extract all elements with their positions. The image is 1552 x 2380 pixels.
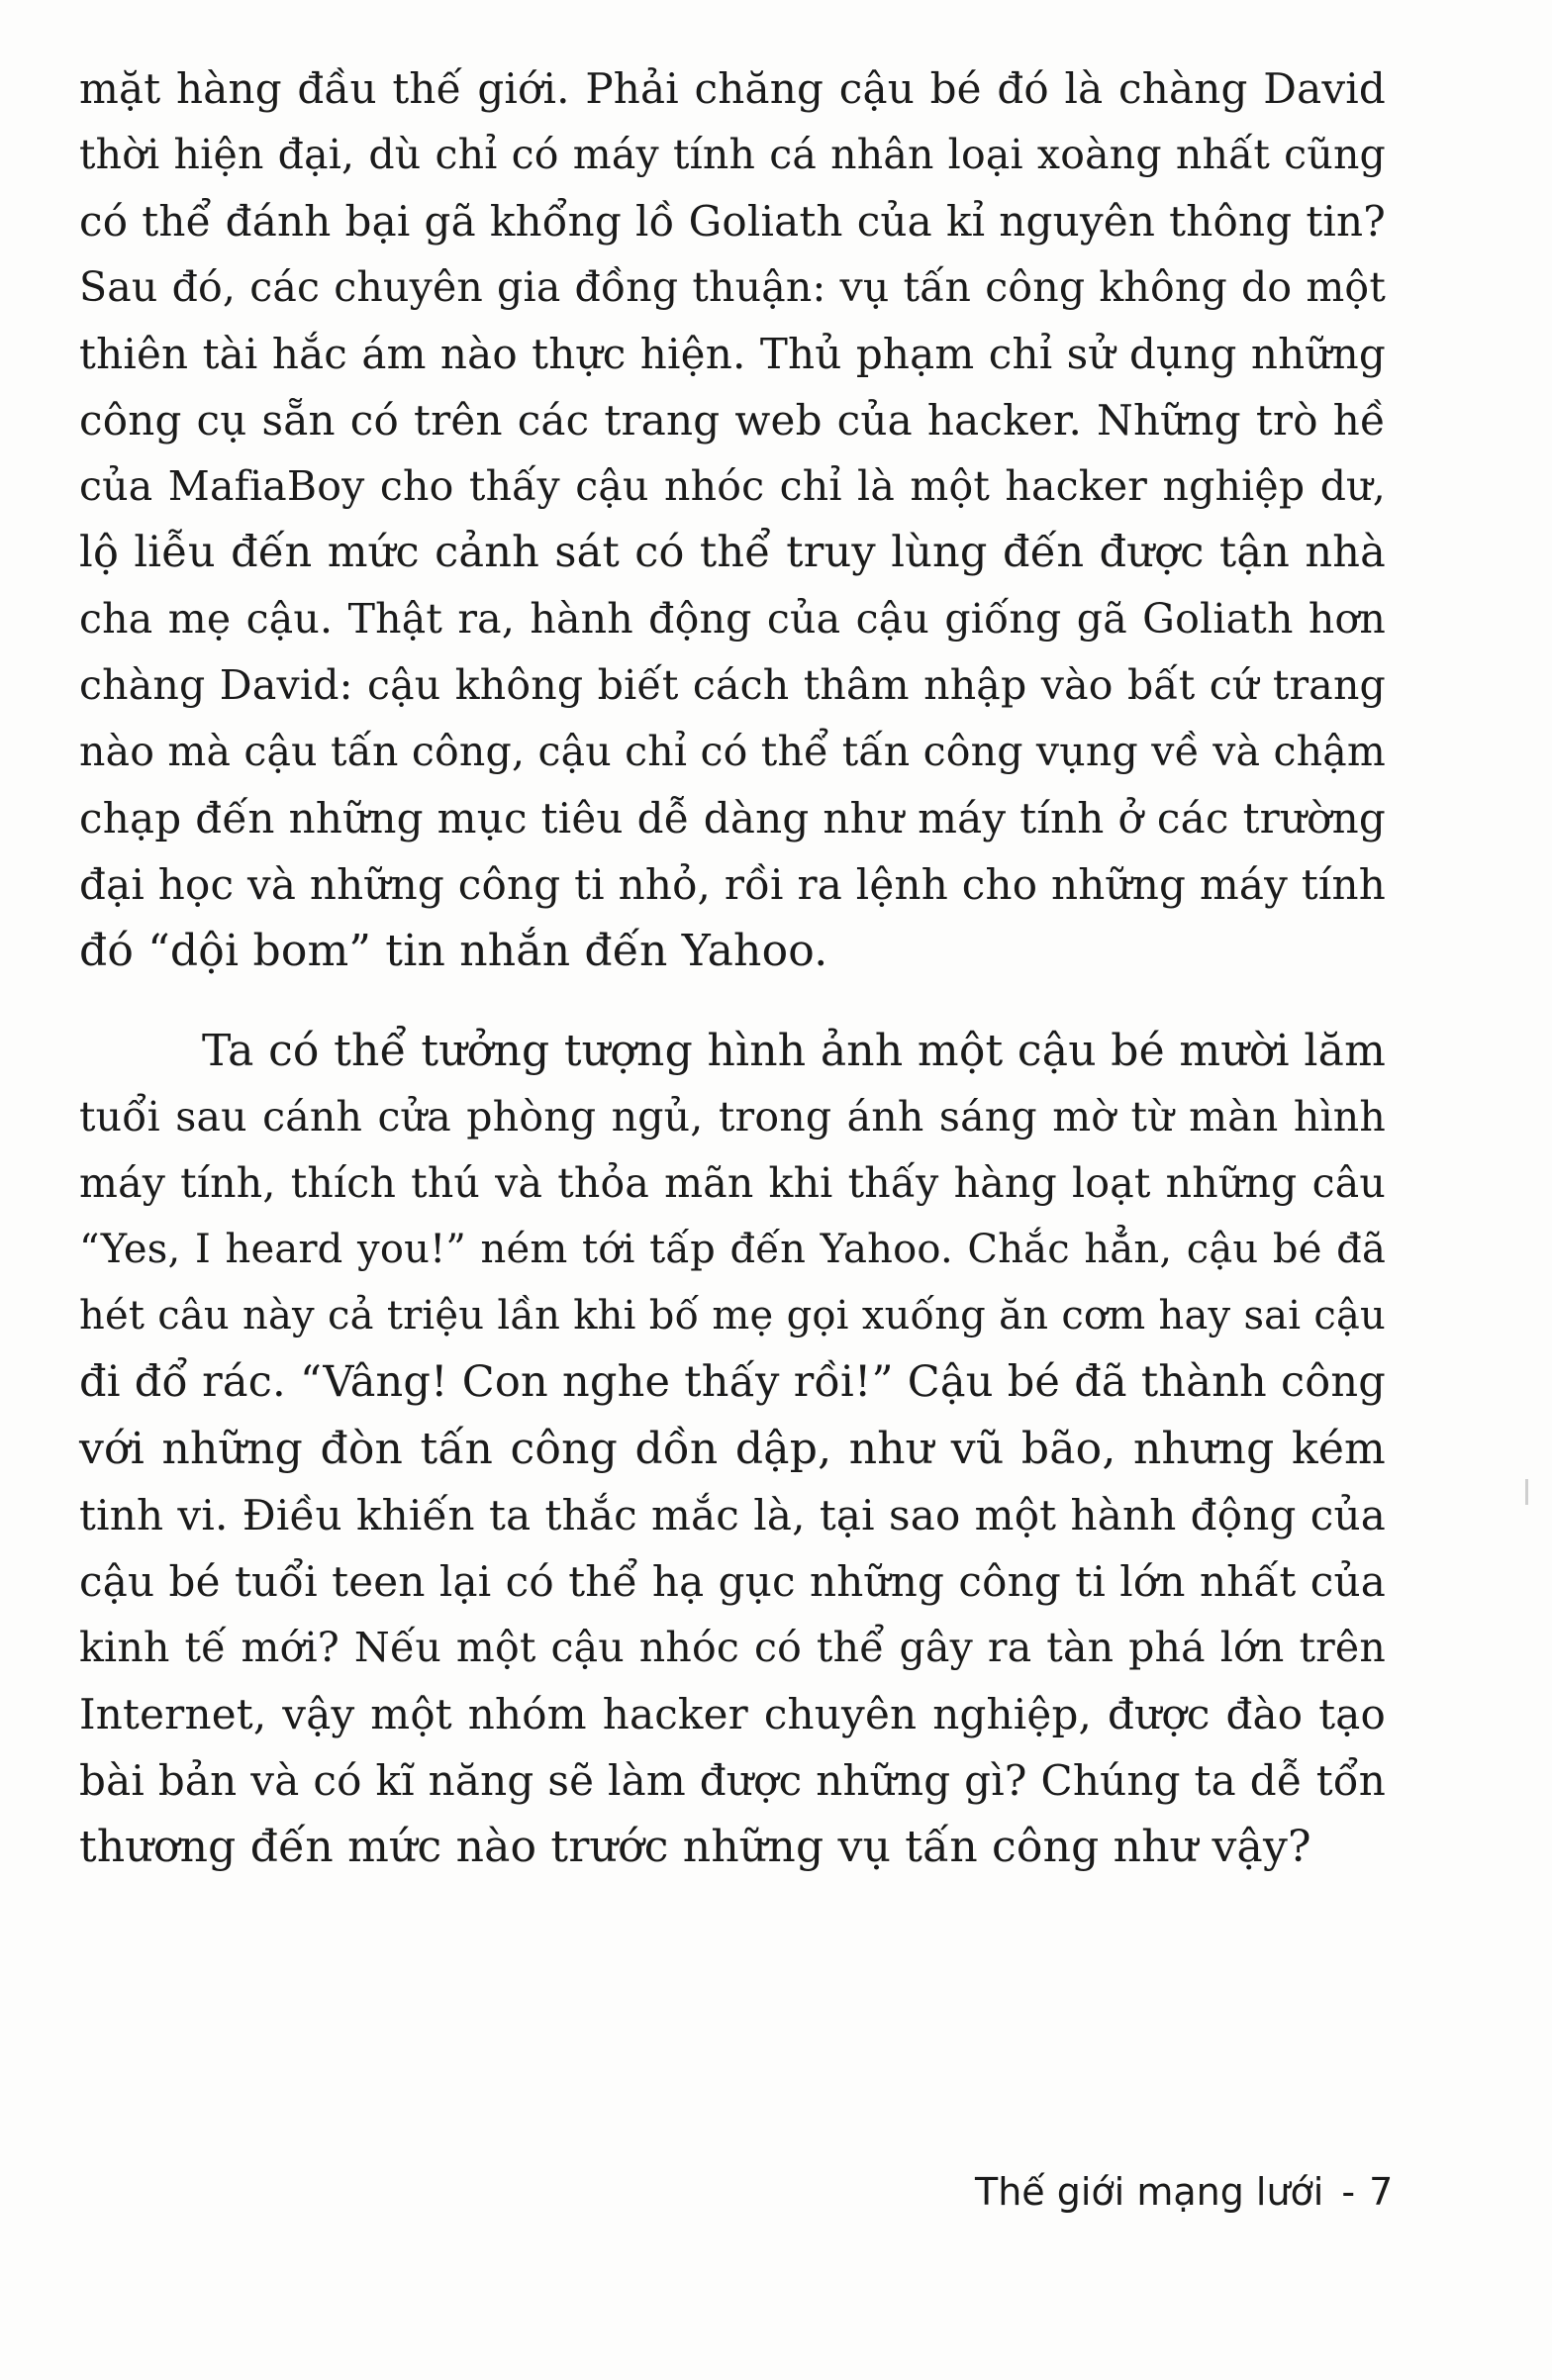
text-line: có thể đánh bại gã khổng lồ Goliath của kỉ nguyên thông tin? xyxy=(79,197,1386,246)
text-line: với những đòn tấn công dồn dập, như vũ bão, nhưng kém xyxy=(79,1424,1386,1474)
paragraph xyxy=(79,55,1386,984)
paragraph xyxy=(79,1018,1386,1880)
text-line: kinh tế mới? Nếu một cậu nhóc có thể gây ra tàn phá lớn trên xyxy=(79,1624,1386,1671)
text-line: cậu bé tuổi teen lại có thể hạ gục những công ti lớn nhất của xyxy=(79,1557,1386,1606)
text-line: thương đến mức nào trước những vụ tấn công như vậy? xyxy=(79,1822,1311,1872)
text-line: cha mẹ cậu. Thật ra, hành động của cậu giống gã Goliath hơn xyxy=(79,595,1386,643)
scan-speck xyxy=(1525,1479,1528,1505)
text-line: bài bản và có kĩ năng sẽ làm được những gì? Chúng ta dễ tổn xyxy=(79,1756,1386,1805)
text-line: lộ liễu đến mức cảnh sát có thể truy lùng đến được tận nhà xyxy=(79,528,1386,577)
body-text xyxy=(79,55,1386,1880)
text-line: tuổi sau cánh cửa phòng ngủ, trong ánh sáng mờ từ màn hình xyxy=(79,1093,1386,1140)
text-line: của MafiaBoy cho thấy cậu nhóc chỉ là một hacker nghiệp dư, xyxy=(79,462,1386,510)
text-line: chàng David: cậu không biết cách thâm nhập vào bất cứ trang xyxy=(79,661,1386,709)
page-number: 7 xyxy=(1369,2170,1394,2214)
text-line: máy tính, thích thú và thỏa mãn khi thấy hàng loạt những câu xyxy=(79,1159,1386,1207)
text-line: nào mà cậu tấn công, cậu chỉ có thể tấn công vụng về và chậm xyxy=(79,728,1386,775)
text-line: Internet, vậy một nhóm hacker chuyên nghiệp, được đào tạo xyxy=(79,1690,1386,1738)
text-line: đi đổ rác. “Vâng! Con nghe thấy rồi!” Cậu bé đã thành công xyxy=(79,1357,1386,1407)
text-line: chạp đến những mục tiêu dễ dàng như máy tính ở các trường xyxy=(79,794,1386,843)
text-line: Sau đó, các chuyên gia đồng thuận: vụ tấn công không do một xyxy=(79,263,1386,311)
text-line: tinh vi. Điều khiến ta thắc mắc là, tại sao một hành động của xyxy=(79,1491,1386,1539)
text-line: đó “dội bom” tin nhắn đến Yahoo. xyxy=(79,926,828,976)
text-line: thời hiện đại, dù chỉ có máy tính cá nhân loại xoàng nhất cũng xyxy=(79,131,1386,178)
text-line: đại học và những công ti nhỏ, rồi ra lệnh cho những máy tính xyxy=(79,860,1386,909)
footer-separator: - xyxy=(1341,2170,1356,2214)
text-line: thiên tài hắc ám nào thực hiện. Thủ phạm chỉ sử dụng những xyxy=(79,330,1386,378)
running-title: Thế giới mạng lưới xyxy=(975,2170,1324,2214)
text-line: Ta có thể tưởng tượng hình ảnh một cậu bé mười lăm xyxy=(202,1026,1386,1076)
text-line: công cụ sẵn có trên các trang web của hacker. Những trò hề xyxy=(79,396,1386,445)
page-footer xyxy=(975,2170,1393,2214)
text-line: mặt hàng đầu thế giới. Phải chăng cậu bé đó là chàng David xyxy=(79,64,1386,113)
text-line: “Yes, I heard you!” ném tới tấp đến Yahoo. Chắc hẳn, cậu bé đã xyxy=(79,1227,1386,1272)
text-line: hét câu này cả triệu lần khi bố mẹ gọi xuống ăn cơm hay sai cậu xyxy=(79,1293,1386,1339)
